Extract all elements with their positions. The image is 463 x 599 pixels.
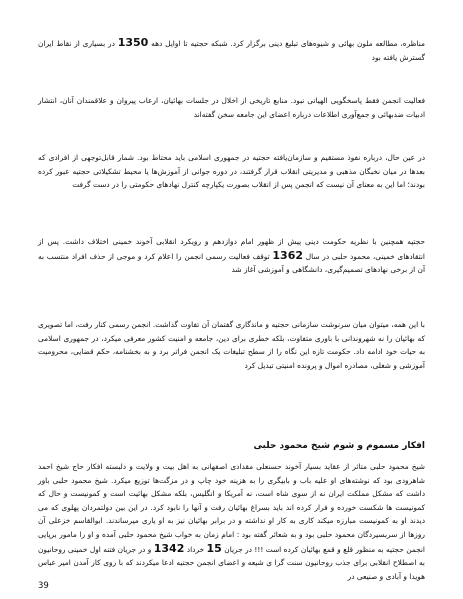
page-number: 39 <box>38 581 49 591</box>
paragraph-text: و در جریان فتنه اول خمینی روحانیون به اصطلاح انقلابی برای جذب روحانیون سنت گرا ی شیعه و اعضای انجمن حجتیه ادعا میکردند که با روی کار آمدن امیر عباس هویدا و آبادی و صنیعی در <box>38 544 425 581</box>
paragraph-text: مناظره، مطالعه ملون بهائی و شیوه‌های تبلیغ دینی برگزار کرد. شبکه حجتیه تا اوایل دهه <box>148 39 425 48</box>
paragraph-text: فعالیت انجمن فقط پاسخگویی الهیاتی نبود. منابع تاریخی از اخلال در جلسات بهائیان، ارعاب پیروان و علاقمندان آنان، انتشار ادبیات ضدبهائی و جمع‌آوری اطلاعات درباره اعضای این جامعه سخن گفته‌اند <box>38 96 425 119</box>
paragraph-text: در عین حال، درباره نفوذ مستقیم و سازمان‌یافته حجتیه در جمهوری اسلامی باید محتاط بود. شمار قابل‌توجهی از افرادی که بعدها در میان نخبگان مذهبی و مدیریتی انقلاب قرار گرفتند، در دوره جوانی از آموزش‌ها یا محیط تشکیلاتی حجتیه عبور کرده بودند؛ اما این به معنای آن نیست که انجمن پس از انقلاب بصورت یکپارچه کنترل نهادهای حکومتی را در دست گرفت <box>38 153 425 190</box>
paragraph-text: شیخ محمود حلبی متاثر از عقاید بسیار آخوند حسنعلی مقدادی اصفهانی به اهل بیت و ولایت و دلبسته افکار حاج شیخ احمد شاهرودی بود که نوشته‌های او علیه باب و بابیگری را به هزینه خود چاپ و در مزگت‌ها توزیع میکرد. شیخ محمود حلبی باور داشت که مشکل مملکت ایران نه از سوی شاه است، نه آمریکا و انگلیس، بلکه مشکل بهائیت است و کمونیست و حال که کمونیست ها شکست خورده و فرار کرده اند باید بسراغ بهائیان رفت و آنها را نابود کرد. در این بین دولتمردان پهلوی که می دیدند او به کمونیست مبارزه میکند کاری به کار او نداشته و در برابر بهائیان نیز به او یاری میرساندند. ابوالقاسم خزعلی آن روزها از سربسیردگان محمود حلبی بود و به شعائر گفته بود : امام زمان به خواب شیخ محمود حلبی آمده و او را مامور برپایی انجمن حجتیه به منظور قلع و قمع بهائیان کرده است !!! در جریان <box>38 462 425 554</box>
paragraph-text: در بسیاری از نقاط ایران گسترش یافته بود <box>38 39 425 62</box>
paragraph-text: توقف فعالیت رسمی انجمن را اعلام کرد و موجی از حذف افراد منتسب به آن از برخی نهادهای تصمیم‌گیری، دانشگاهی و آموزشی آغاز شد <box>38 251 425 275</box>
paragraph-text: خرداد <box>184 544 207 554</box>
year-number: 1362 <box>272 248 304 262</box>
paragraph-text: حجتیه همچنین با نظریه حکومت دینی پیش از ظهور امام دوازدهم و رویکرد انقلابی آخوند خمینی اختلاف داشت. پس از انتقادهای خمینی، محمود حلبی در سال <box>38 237 425 261</box>
year-number: 1350 <box>117 36 149 49</box>
paragraph-2 <box>38 94 425 121</box>
paragraph-4 <box>38 235 425 277</box>
section-heading: افکار مسموم و شوم شیخ محمود حلبی <box>253 441 425 451</box>
section-paragraph <box>38 460 425 583</box>
paragraph-1 <box>38 36 425 64</box>
day-number: 15 <box>206 541 222 555</box>
paragraph-3 <box>38 151 425 192</box>
paragraph-text: با این همه، میتوان میان سرنوشت سازمانی حجتیه و ماندگاری گفتمان آن تفاوت گذاشت. انجمن رسمی کنار رفت، اما تصویری که بهائیان را نه شهروندانی با باوری متفاوت، بلکه خطری برای دین، جامعه و امنیت کشور معرفی میکرد، در جمهوری اسلامی به حیات خود ادامه داد. حکومت تازه این نگاه را از سطح تبلیغات یک انجمن فراتر برد و به بخشنامه، حکم قضایی، محرومیت آموزشی و شغلی، مصادره اموال و پرونده امنیتی تبدیل کرد <box>38 320 425 370</box>
year-number: 1342 <box>153 541 185 555</box>
paragraph-5 <box>38 318 425 372</box>
